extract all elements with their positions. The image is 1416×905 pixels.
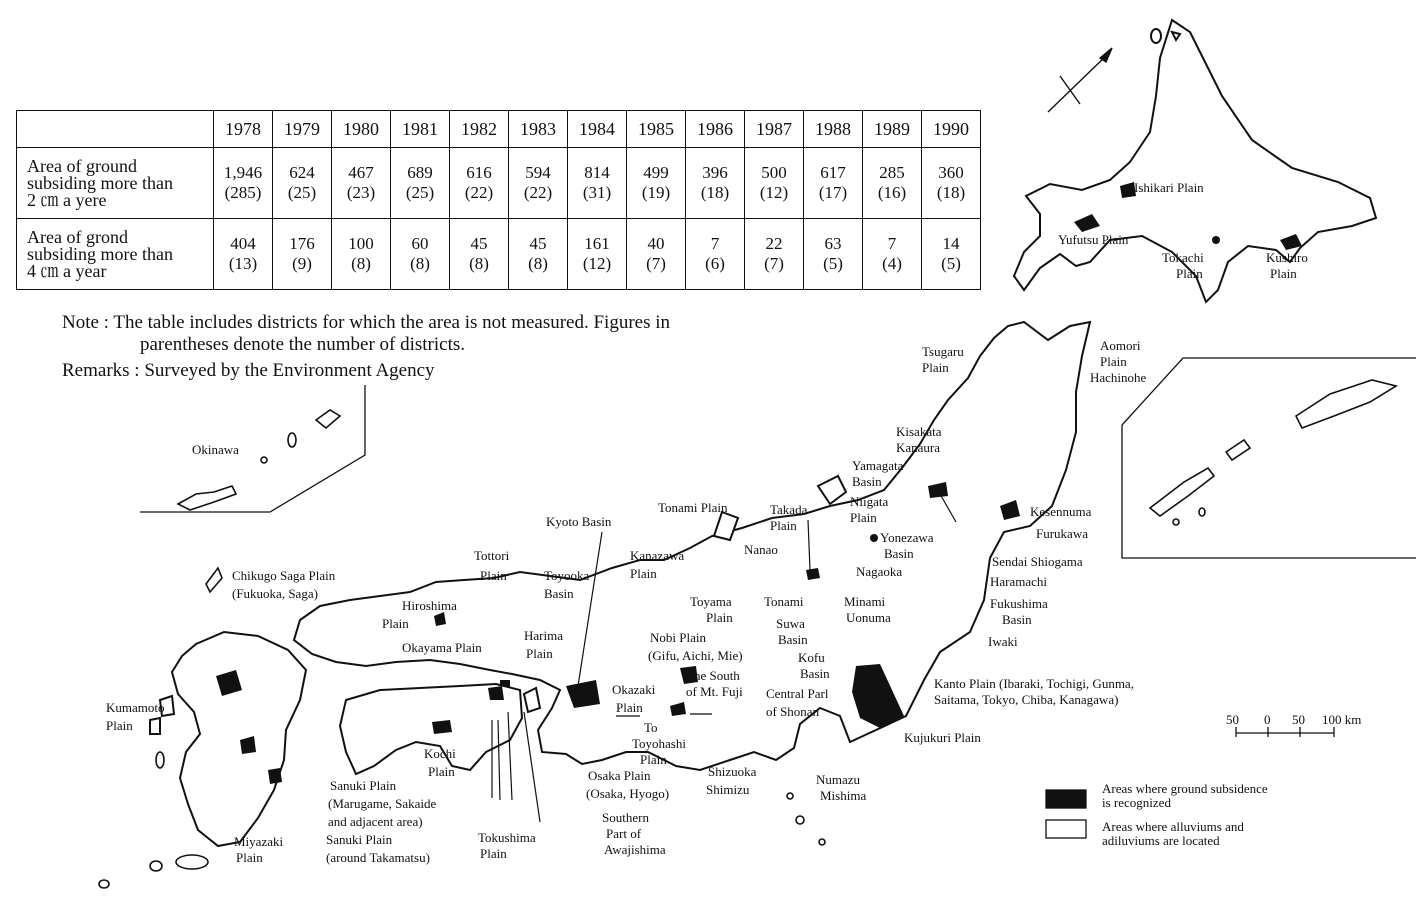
place-label-osaka2: (Osaka, Hyogo)	[586, 786, 670, 801]
scale-bar	[1236, 727, 1334, 737]
place-label-nobi1: Nobi Plain	[650, 630, 706, 645]
place-label-kanaura: Kanaura	[896, 440, 941, 455]
north-arrow	[1048, 48, 1112, 112]
place-label-toyama2: Plain	[706, 610, 733, 625]
cell-area-value: 7	[710, 234, 720, 253]
cell-area-value: 285	[879, 163, 905, 182]
place-label-fukushima1: Fukushima	[990, 596, 1048, 611]
cell-district-count: (25)	[287, 183, 317, 202]
place-label-okazaki2: Plain	[616, 700, 643, 715]
cell-district-count: (7)	[764, 254, 784, 273]
row-label-line: 2 ㎝ a yere	[27, 189, 107, 210]
place-label-minami2: Uonuma	[846, 610, 891, 625]
place-label-aomori2: Plain	[1100, 354, 1127, 369]
place-label-sendai: Sendai Shiogama	[992, 554, 1083, 569]
year-header: 1981	[391, 111, 450, 148]
place-label-sanuki3: and adjacent area)	[328, 814, 423, 829]
place-label-miyazaki2: Plain	[236, 850, 263, 865]
cell-area-value: 500	[761, 163, 787, 182]
cell-area-value: 22	[765, 234, 783, 253]
place-label-hiroshima1: Hiroshima	[402, 598, 457, 613]
place-label-tsugaru2: Plain	[922, 360, 949, 375]
place-label-iwaki: Iwaki	[988, 634, 1018, 649]
place-label-fukushima2: Basin	[1002, 612, 1032, 627]
year-header: 1987	[745, 111, 804, 148]
cell-district-count: (8)	[410, 254, 430, 273]
legend-subsidence-label: Areas where ground subsidence	[1102, 781, 1268, 796]
note-text: Note : The table includes districts for which the area is not measured. Figures in	[62, 312, 671, 333]
place-label-awaji1: Southern	[602, 810, 649, 825]
ryukyu-inset-islands	[1150, 380, 1396, 525]
place-label-kanazawa1: Kanazawa	[630, 548, 685, 563]
cell-area-value: 404	[230, 234, 256, 253]
row-label-line: Area of ground	[27, 155, 137, 176]
cell-district-count: (16)	[877, 183, 907, 202]
legend-alluvium-label: Areas where alluviums and	[1102, 819, 1244, 834]
place-label-takada1: Takada	[770, 502, 808, 517]
cell-area-value: 594	[525, 163, 551, 182]
place-label-harima2: Plain	[526, 646, 553, 661]
place-label-sanuki2: (Marugame, Sakaide	[328, 796, 437, 811]
place-label-kumamoto2: Plain	[106, 718, 133, 733]
cell-district-count: (31)	[582, 183, 612, 202]
place-label-shizuoka2: Shimizu	[706, 782, 750, 797]
legend-alluvium-swatch	[1046, 820, 1086, 838]
cell-area-value: 45	[470, 234, 488, 253]
place-label-shonan1: Central Parl	[766, 686, 829, 701]
cell-area-value: 100	[348, 234, 374, 253]
place-label-tokachi1: Tokachi	[1162, 250, 1204, 265]
year-header: 1990	[922, 111, 981, 148]
place-label-okayama: Okayama Plain	[402, 640, 482, 655]
place-label-toyooka2: Basin	[544, 586, 574, 601]
remarks-text: Remarks : Surveyed by the Environment Agency	[62, 360, 435, 381]
place-label-toyama1: Toyama	[690, 594, 732, 609]
place-label-nagaoka: Nagaoka	[856, 564, 903, 579]
cell-area-value: 63	[824, 234, 842, 253]
row-label-line: subsiding more than	[27, 243, 173, 264]
place-label-fuji1: The South	[686, 668, 740, 683]
place-label-haramachi: Haramachi	[990, 574, 1048, 589]
place-label-kofu2: Basin	[800, 666, 830, 681]
year-header: 1982	[450, 111, 509, 148]
place-label-fuji2: of Mt. Fuji	[686, 684, 743, 699]
cell-district-count: (22)	[523, 183, 553, 202]
place-label-furukawa: Furukawa	[1036, 526, 1088, 541]
place-label-tsugaru1: Tsugaru	[922, 344, 964, 359]
place-label-kumamoto1: Kumamoto	[106, 700, 165, 715]
place-label-numazu2: Mishima	[820, 788, 867, 803]
place-label-harima1: Harima	[524, 628, 563, 643]
place-label-kanto1: Kanto Plain (Ibaraki, Tochigi, Gunma,	[934, 676, 1134, 691]
cell-district-count: (17)	[818, 183, 848, 202]
cell-district-count: (9)	[292, 254, 312, 273]
place-label-tokushima2: Plain	[480, 846, 507, 861]
row-label-line: Area of grond	[27, 226, 128, 247]
cell-area-value: 7	[887, 234, 897, 253]
place-label-aomori1: Aomori	[1100, 338, 1141, 353]
cell-district-count: (18)	[700, 183, 730, 202]
cell-area-value: 1,946	[223, 163, 263, 182]
place-label-kisakata: Kisakata	[896, 424, 942, 439]
place-label-kesennuma: Kesennuma	[1030, 504, 1092, 519]
scale-tick-label: 50	[1226, 712, 1239, 727]
cell-area-value: 60	[411, 234, 429, 253]
cell-area-value: 467	[348, 163, 374, 182]
year-header: 1983	[509, 111, 568, 148]
cell-area-value: 689	[407, 163, 433, 182]
cell-district-count: (12)	[582, 254, 612, 273]
place-label-niigata1: Niigata	[850, 494, 889, 509]
row-label-line: 4 ㎝ a year	[27, 260, 107, 281]
place-label-yonezawa1: Yonezawa	[880, 530, 934, 545]
place-label-toyohashi1: To	[644, 720, 658, 735]
year-header: 1989	[863, 111, 922, 148]
year-header: 1978	[214, 111, 273, 148]
cell-district-count: (285)	[224, 183, 262, 202]
year-header: 1988	[804, 111, 863, 148]
place-label-toyooka1: Toyooka	[544, 568, 590, 583]
cell-district-count: (4)	[882, 254, 902, 273]
cell-area-value: 616	[466, 163, 492, 182]
cell-area-value: 40	[647, 234, 665, 253]
cell-district-count: (19)	[641, 183, 671, 202]
cell-district-count: (8)	[469, 254, 489, 273]
cell-area-value: 161	[584, 234, 610, 253]
place-label-nobi2: (Gifu, Aichi, Mie)	[648, 648, 743, 663]
place-label-ishikari: Ishikari Plain	[1134, 180, 1204, 195]
place-label-kanto2: Saitama, Tokyo, Chiba, Kanagawa)	[934, 692, 1119, 707]
legend-subsidence-label-2: is recognized	[1102, 795, 1171, 810]
place-label-kushiro2: Plain	[1270, 266, 1297, 281]
place-label-kochi1: Kochi	[424, 746, 456, 761]
cell-area-value: 176	[289, 234, 315, 253]
place-label-suwa1: Suwa	[776, 616, 805, 631]
place-label-shizuoka1: Shizuoka	[708, 764, 757, 779]
year-header: 1985	[627, 111, 686, 148]
place-label-shonan2: of Shonan	[766, 704, 820, 719]
place-label-yamagata2: Basin	[852, 474, 882, 489]
place-label-tottori1: Tottori	[474, 548, 510, 563]
cell-district-count: (13)	[228, 254, 258, 273]
place-label-yufutsu: Yufutsu Plain	[1058, 232, 1129, 247]
place-label-tokachi2: Plain	[1176, 266, 1203, 281]
cell-district-count: (8)	[528, 254, 548, 273]
place-label-hiroshima2: Plain	[382, 616, 409, 631]
place-label-tokushima1: Tokushima	[478, 830, 536, 845]
legend-subsidence-swatch	[1046, 790, 1086, 808]
cell-district-count: (6)	[705, 254, 725, 273]
place-label-osaka1: Osaka Plain	[588, 768, 651, 783]
place-label-tonami: Tonami	[764, 594, 804, 609]
place-label-minami1: Minami	[844, 594, 886, 609]
cell-area-value: 814	[584, 163, 610, 182]
place-label-takada2: Plain	[770, 518, 797, 533]
place-label-yonezawa2: Basin	[884, 546, 914, 561]
cell-district-count: (22)	[464, 183, 494, 202]
place-label-sanuki5: (around Takamatsu)	[326, 850, 430, 865]
cell-area-value: 45	[529, 234, 547, 253]
year-header: 1979	[273, 111, 332, 148]
legend-alluvium-label-2: adiluviums are located	[1102, 833, 1220, 848]
scale-tick-label: 50	[1292, 712, 1305, 727]
place-label-chikugo2: (Fukuoka, Saga)	[232, 586, 318, 601]
place-label-toyohashi3: Plain	[640, 752, 667, 767]
place-label-tottori2: Plain	[480, 568, 507, 583]
note-text-continued: parentheses denote the number of districts.	[140, 334, 466, 355]
place-label-okinawa: Okinawa	[192, 442, 239, 457]
cell-district-count: (7)	[646, 254, 666, 273]
cell-district-count: (23)	[346, 183, 376, 202]
place-label-numazu1: Numazu	[816, 772, 861, 787]
scale-tick-label: 0	[1264, 712, 1271, 727]
kyushu-island	[150, 632, 306, 846]
place-label-niigata2: Plain	[850, 510, 877, 525]
place-label-hachinohe: Hachinohe	[1090, 370, 1147, 385]
cell-area-value: 14	[942, 234, 960, 253]
year-header: 1986	[686, 111, 745, 148]
place-label-chikugo1: Chikugo Saga Plain	[232, 568, 336, 583]
place-label-kanazawa2: Plain	[630, 566, 657, 581]
cell-area-value: 396	[702, 163, 728, 182]
cell-district-count: (25)	[405, 183, 435, 202]
cell-area-value: 624	[289, 163, 315, 182]
place-label-kochi2: Plain	[428, 764, 455, 779]
place-label-sanuki4: Sanuki Plain	[326, 832, 393, 847]
place-label-toyohashi2: Toyohashi	[632, 736, 686, 751]
place-label-kujukuri: Kujukuri Plain	[904, 730, 981, 745]
place-label-kofu1: Kofu	[798, 650, 825, 665]
okinawa-inset-frame	[140, 385, 365, 512]
place-label-tonami_plain: Tonami Plain	[658, 500, 728, 515]
place-label-yamagata1: Yamagata	[852, 458, 904, 473]
place-label-kushiro1: Kushiro	[1266, 250, 1308, 265]
place-label-awaji2: Part of	[606, 826, 642, 841]
place-label-miyazaki1: Miyazaki	[234, 834, 284, 849]
year-header: 1980	[332, 111, 391, 148]
cell-district-count: (5)	[941, 254, 961, 273]
row-label-line: subsiding more than	[27, 172, 173, 193]
place-label-suwa2: Basin	[778, 632, 808, 647]
place-label-kyoto: Kyoto Basin	[546, 514, 612, 529]
awaji-island	[524, 688, 540, 712]
year-header: 1984	[568, 111, 627, 148]
place-label-awaji3: Awajishima	[604, 842, 666, 857]
cell-district-count: (18)	[936, 183, 966, 202]
cell-district-count: (5)	[823, 254, 843, 273]
cell-district-count: (8)	[351, 254, 371, 273]
place-label-nanao: Nanao	[744, 542, 778, 557]
place-label-okazaki1: Okazaki	[612, 682, 656, 697]
cell-district-count: (12)	[759, 183, 789, 202]
cell-area-value: 360	[938, 163, 964, 182]
cell-area-value: 499	[643, 163, 669, 182]
cell-area-value: 617	[820, 163, 846, 182]
scale-tick-label: 100 km	[1322, 712, 1362, 727]
place-label-sanuki1: Sanuki Plain	[330, 778, 397, 793]
